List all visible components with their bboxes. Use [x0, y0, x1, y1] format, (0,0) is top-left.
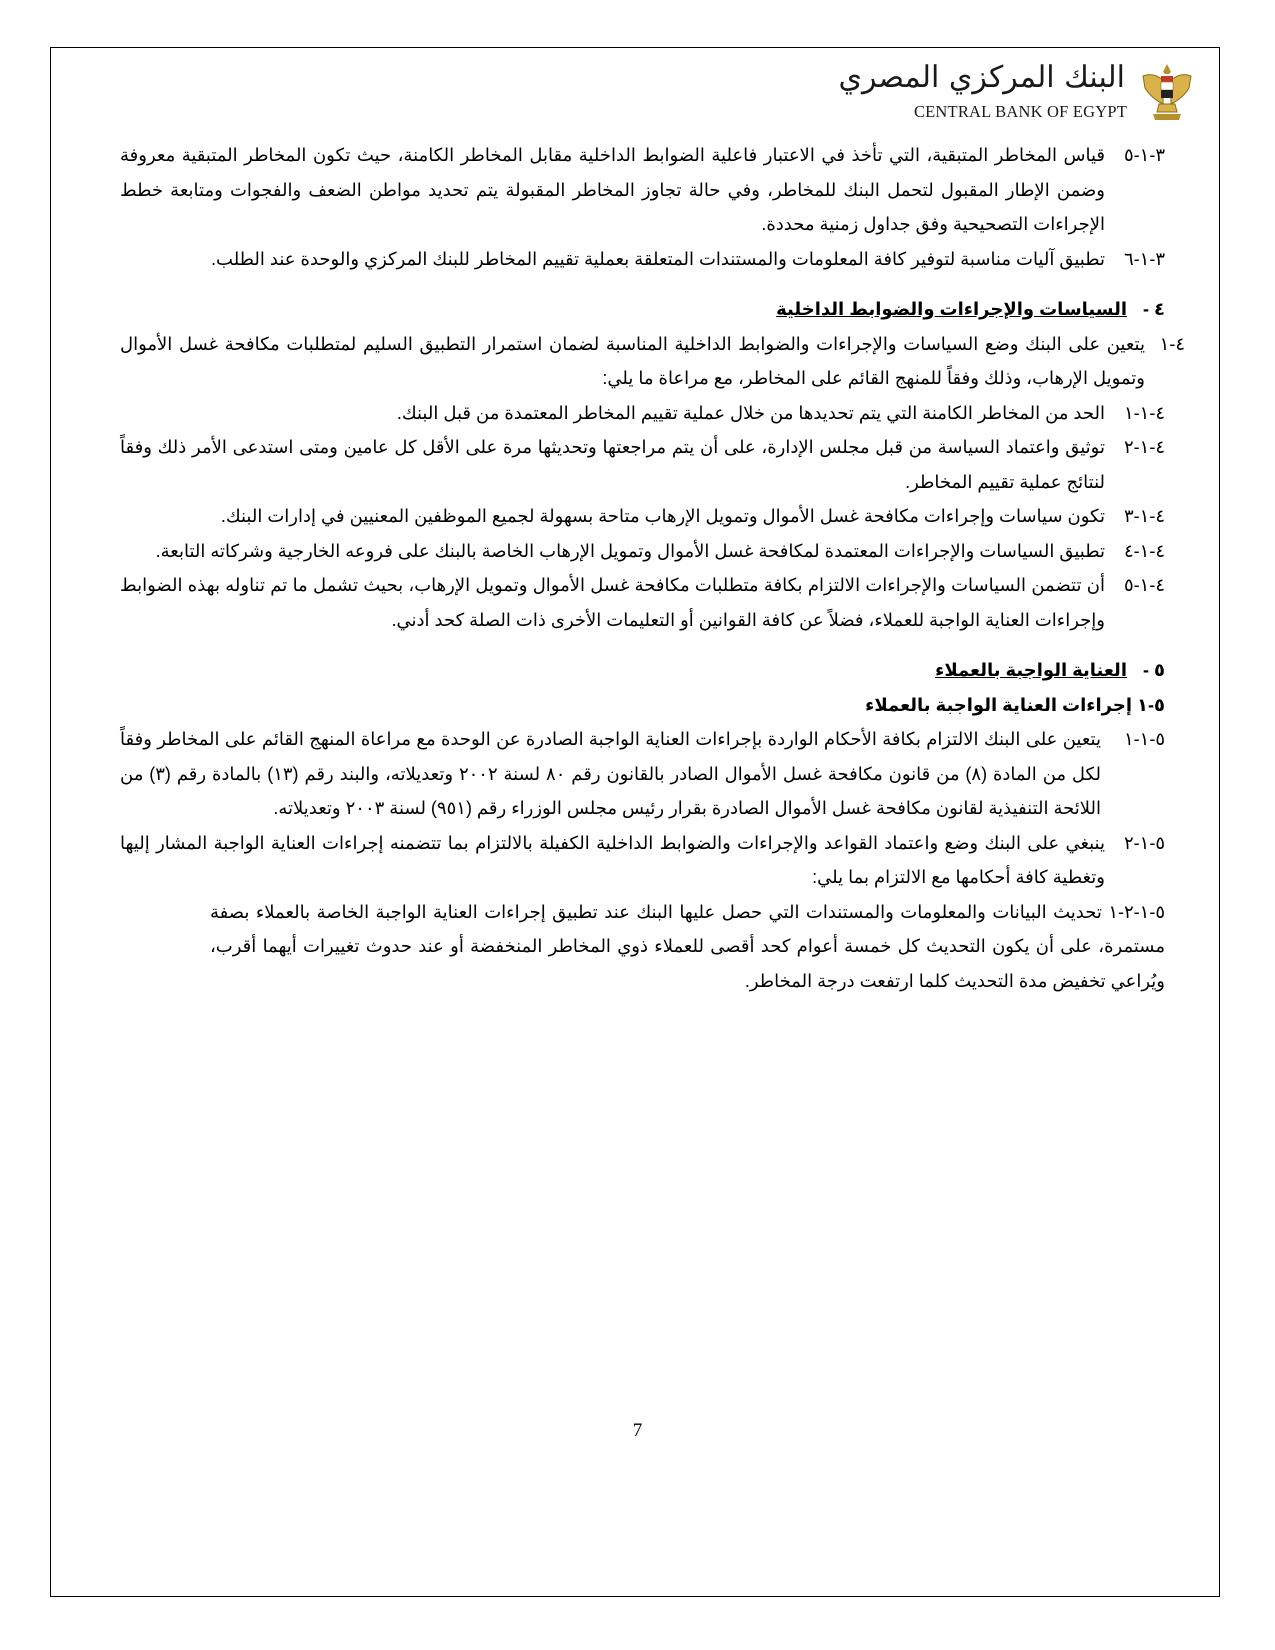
clause-number: ٤-١-٣: [1123, 506, 1165, 526]
clause-number: ٥-١-٢-١: [1108, 901, 1165, 922]
clause-4-1: [120, 327, 1185, 396]
clause-number: ٤-١-٥: [1123, 575, 1165, 595]
section-number: ٤ -: [1143, 299, 1165, 319]
clause-text: يتعين على البنك وضع السياسات والإجراءات والضوابط الداخلية المناسبة لضمان استمرار التطبيق السليم لمتطلبات مكافحة غسل الأموال وتمويل الإرهاب، وذلك وفقاً للمنهج القائم على المخاطر، مع مراعاة ما يلي:: [120, 333, 1145, 388]
clause-4-1-1: [120, 396, 1165, 431]
document-body: [120, 138, 1185, 998]
clause-text: تطبيق آليات مناسبة لتوفير كافة المعلومات والمستندات المتعلقة بعملية تقييم المخاطر للبنك المركزي والوحدة عند الطلب.: [211, 248, 1105, 269]
clause-3-1-6: [120, 242, 1165, 277]
clause-text: تطبيق السياسات والإجراءات المعتمدة لمكافحة غسل الأموال وتمويل الإرهاب الخاصة بالبنك على فروعه الخارجية وشركاته التابعة.: [155, 540, 1105, 561]
clause-text: توثيق واعتماد السياسة من قبل مجلس الإدارة، على أن يتم مراجعتها وتحديثها مرة على الأقل كل عامين ومتى استدعى الأمر ذلك وفقاً لنتائج عملية تقييم المخاطر.: [120, 437, 1105, 492]
clause-number: ٤-١: [1159, 333, 1185, 354]
logo-english-text: CENTRAL BANK OF EGYPT: [913, 102, 1127, 121]
clause-number: ٤-١-١: [1123, 402, 1165, 423]
section-heading-4: [120, 292, 1165, 327]
clause-text: تكون سياسات وإجراءات مكافحة غسل الأموال وتمويل الإرهاب متاحة بسهولة لجميع الموظفين المعنيين في إدارات البنك.: [220, 506, 1105, 526]
clause-number: ٥-١-٢: [1123, 832, 1165, 853]
logo-arabic-text: البنك المركزي المصري: [838, 60, 1125, 95]
clause-text: أن تتضمن السياسات والإجراءات الالتزام بكافة متطلبات مكافحة غسل الأموال وتمويل الإرهاب، بحيث تشمل ما تم تناوله بهذه الضوابط وإجراءات العناية الواجبة للعملاء، فضلاً عن كافة القوانين أو التعليمات الأخرى ذات الصلة كحد أدني.: [120, 575, 1105, 630]
subsection-heading-5-1: ٥-١ إجراءات العناية الواجبة بالعملاء: [865, 694, 1165, 715]
egypt-eagle-emblem-icon: [1139, 58, 1195, 124]
clause-text: تحديث البيانات والمعلومات والمستندات التي حصل عليها البنك عند تطبيق إجراءات العناية الواجبة الخاصة بالعملاء بصفة مستمرة، على أن يكون التحديث كل خمسة أعوام كحد أقصى للعملاء ذوي المخاطر المنخفضة أو عند حدوث تغييرات أيهما أقرب، ويُراعي تخفيض مدة التحديث كلما ارتفعت درجة المخاطر.: [210, 901, 1165, 991]
page-number: 7: [632, 1420, 643, 1441]
section-heading-5: [120, 653, 1165, 688]
clause-number: ٣-١-٦: [1123, 248, 1165, 269]
clause-4-1-5: [120, 568, 1165, 637]
clause-number: ٤-١-٤: [1123, 540, 1165, 561]
clause-number: ٣-١-٥: [1123, 145, 1165, 165]
section-title: السياسات والإجراءات والضوابط الداخلية: [776, 299, 1127, 319]
clause-4-1-2: [120, 430, 1165, 499]
clause-text: يتعين على البنك الالتزام بكافة الأحكام الواردة بإجراءات العناية الواجبة الصادرة عن الوحدة مع مراعاة المنهج القائم على المخاطر وفقاً لكل من المادة (٨) من قانون مكافحة غسل الأموال الصادر بالقانون رقم ٨٠ لسنة ٢٠٠٢ وتعديلاته، والبند رقم (١٣) بالمادة رقم (٣) من اللائحة التنفيذية لقانون مكافحة غسل الأموال الصادرة بقرار رئيس مجلس الوزراء رقم (٩٥١) لسنة ٢٠٠٣ وتعديلاته.: [120, 729, 1101, 818]
clause-4-1-3: [120, 499, 1165, 534]
section-title: العناية الواجبة بالعملاء: [935, 660, 1127, 680]
clause-text: الحد من المخاطر الكامنة التي يتم تحديدها من خلال عملية تقييم المخاطر المعتمدة من قبل البنك.: [396, 402, 1105, 423]
clause-5-1-1: [120, 722, 1165, 826]
bank-logo: [838, 56, 1195, 128]
clause-3-1-5: [120, 138, 1165, 242]
clause-5-1-2-1: [210, 895, 1165, 999]
clause-number: ٥-١-١: [1123, 729, 1165, 749]
section-number: ٥ -: [1143, 660, 1165, 680]
clause-4-1-4: [120, 534, 1165, 569]
clause-5-1-2: [120, 826, 1165, 895]
clause-text: قياس المخاطر المتبقية، التي تأخذ في الاعتبار فاعلية الضوابط الداخلية مقابل المخاطر الكامنة، حيث تكون المخاطر المتبقية معروفة وضمن الإطار المقبول لتحمل البنك للمخاطر، وفي حالة تجاوز المخاطر المقبولة يتم تحديد مواطن الضعف والفجوات ومتابعة خطط الإجراءات التصحيحية وفق جداول زمنية محددة.: [120, 145, 1105, 234]
clause-number: ٤-١-٢: [1123, 437, 1165, 457]
clause-text: ينبغي على البنك وضع واعتماد القواعد والإجراءات والضوابط الداخلية الكفيلة بالالتزام بما تتضمنه إجراءات العناية الواجبة المشار إليها وتغطية كافة أحكامها مع الالتزام بما يلي:: [120, 832, 1105, 887]
